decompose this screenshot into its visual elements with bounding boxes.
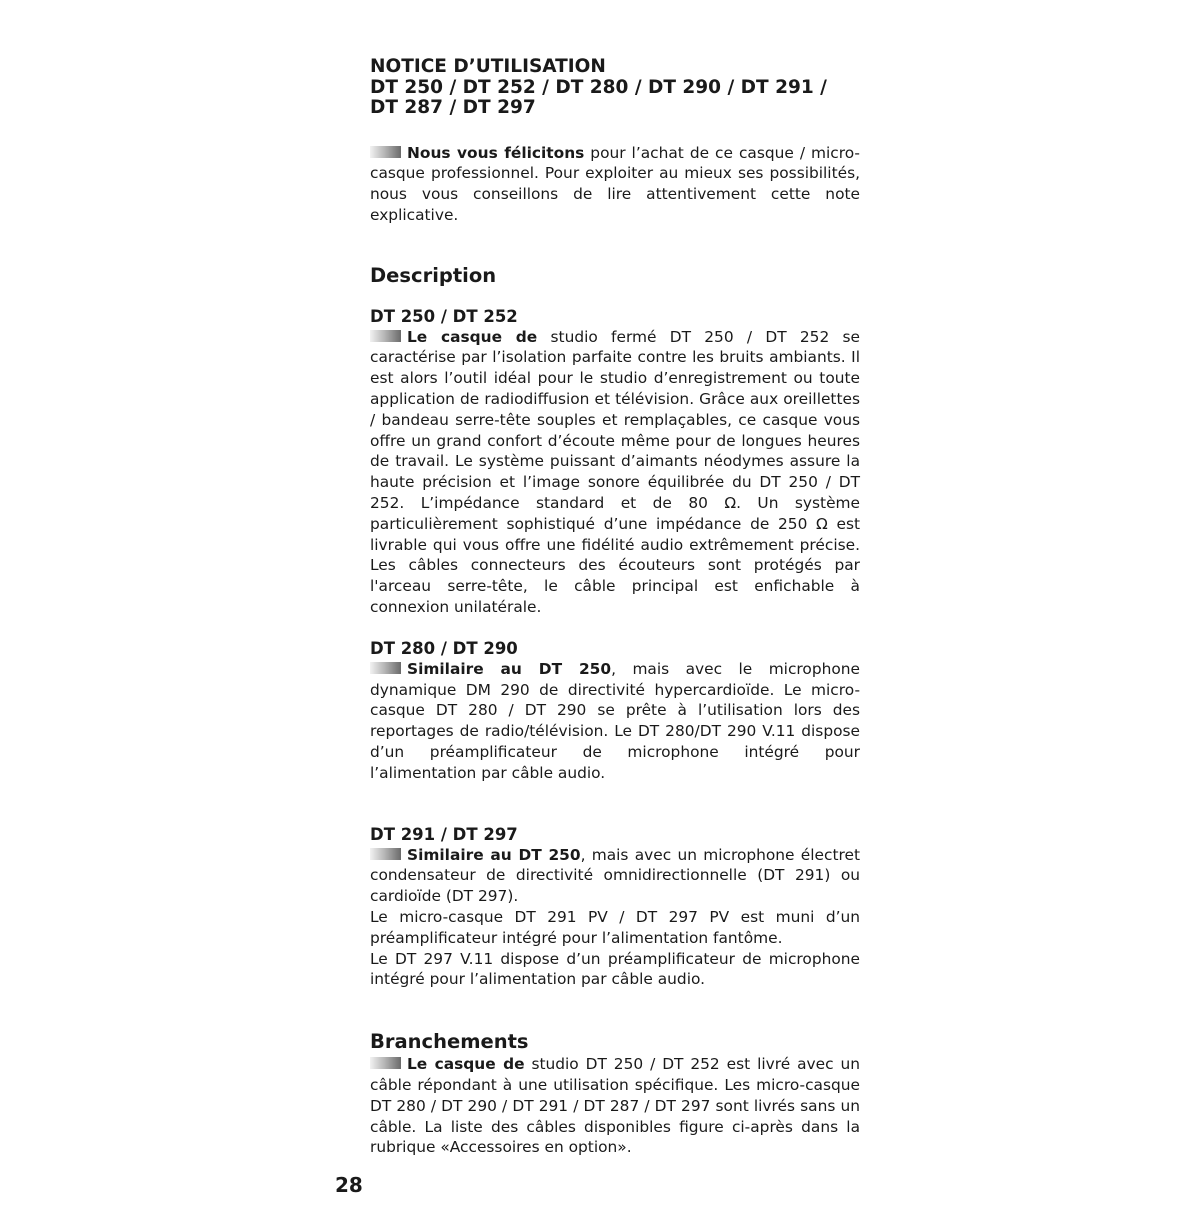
dt291-text: , mais avec un microphone électret condensateur de directivité omnidirectionnelle (DT 291) ou cardioïde (DT 297). <box>370 845 860 906</box>
dt291-paragraph-2: Le micro-casque DT 291 PV / DT 297 PV est muni d’un préamplificateur intégré pour l’alimentation fantôme. <box>370 908 860 947</box>
paragraph-marker-icon <box>370 848 401 860</box>
dt280-text: , mais avec le microphone dynamique DM 290 de directivité hypercardioïde. Le micro-casque DT 280 / DT 290 se prête à l’utilisation lors des reportages de radio/télévision. Le DT 280/DT 290 V.11 dispose d’un préamplificateur de microphone intégré pour l’alimentation par câble audio. <box>370 659 860 782</box>
page-number: 28 <box>335 1173 363 1197</box>
dt291-lead: Similaire au DT 250 <box>407 845 581 864</box>
dt280-heading: DT 280 / DT 290 <box>370 638 518 658</box>
dt250-heading: DT 250 / DT 252 <box>370 306 518 326</box>
dt250-lead: Le casque de <box>407 327 538 346</box>
branchements-text: studio DT 250 / DT 252 est livré avec un câble répondant à une utilisation spécifique. Les micro-casque DT 280 / DT 290 / DT 291 / DT 287 / DT 297 sont livrés sans un câble. La liste des câbles disponibles figure ci-après dans la rubrique «Accessoires en option». <box>370 1055 860 1157</box>
intro-block <box>370 143 860 226</box>
paragraph-marker-icon <box>370 1057 401 1069</box>
description-heading: Description <box>370 263 497 287</box>
branchements-paragraph <box>370 1054 860 1158</box>
title-line-3: DT 287 / DT 297 <box>370 97 536 118</box>
dt280-lead: Similaire au DT 250 <box>407 659 612 678</box>
title-line-1: NOTICE D’UTILISATION <box>370 56 606 77</box>
title-line-2: DT 250 / DT 252 / DT 280 / DT 290 / DT 291 / <box>370 76 827 98</box>
paragraph-marker-icon <box>370 330 401 342</box>
dt250-paragraph <box>370 327 860 618</box>
intro-lead: Nous vous félicitons <box>407 143 585 162</box>
dt291-heading: DT 291 / DT 297 <box>370 824 518 844</box>
intro-text: pour l’achat de ce casque / micro-casque professionnel. Pour exploiter au mieux ses possibilités, nous vous conseillons de lire attentivement cette note explicative. <box>370 143 860 224</box>
branchements-heading: Branchements <box>370 1030 529 1054</box>
paragraph-marker-icon <box>370 146 401 158</box>
document-title <box>370 57 860 119</box>
dt291-paragraph-3: Le DT 297 V.11 dispose d’un préamplificateur de microphone intégré pour l’alimentation par câble audio. <box>370 949 860 989</box>
dt250-text: studio fermé DT 250 / DT 252 se caractérise par l’isolation parfaite contre les bruits ambiants. Il est alors l’outil idéal pour le studio d’enregistrement ou toute application de radiodiffusion et télévision. Grâce aux oreillettes / bandeau serre-tête souples et remplaçables, ce casque vous offre un grand confort d’écoute même pour de longues heures de travail. Le système puissant d’aimants néodymes assure la haute précision et l’image sonore équilibrée du DT 250 / DT 252. L’impédance standard et de 80 Ω. Un système particulièrement sophistiqué d’une impédance de 250 Ω est livrable qui vous offre une fidélité audio extrêmement précise. Les câbles connecteurs des écouteurs sont protégés par l'arceau serre-tête, le câble principal est enfichable à connexion unilatérale. <box>370 327 860 617</box>
branchements-lead: Le casque de <box>407 1055 525 1074</box>
intro-paragraph <box>370 143 860 226</box>
paragraph-marker-icon <box>370 662 401 674</box>
document-page <box>370 57 860 1158</box>
dt291-paragraph <box>370 845 860 907</box>
dt280-paragraph <box>370 659 860 784</box>
